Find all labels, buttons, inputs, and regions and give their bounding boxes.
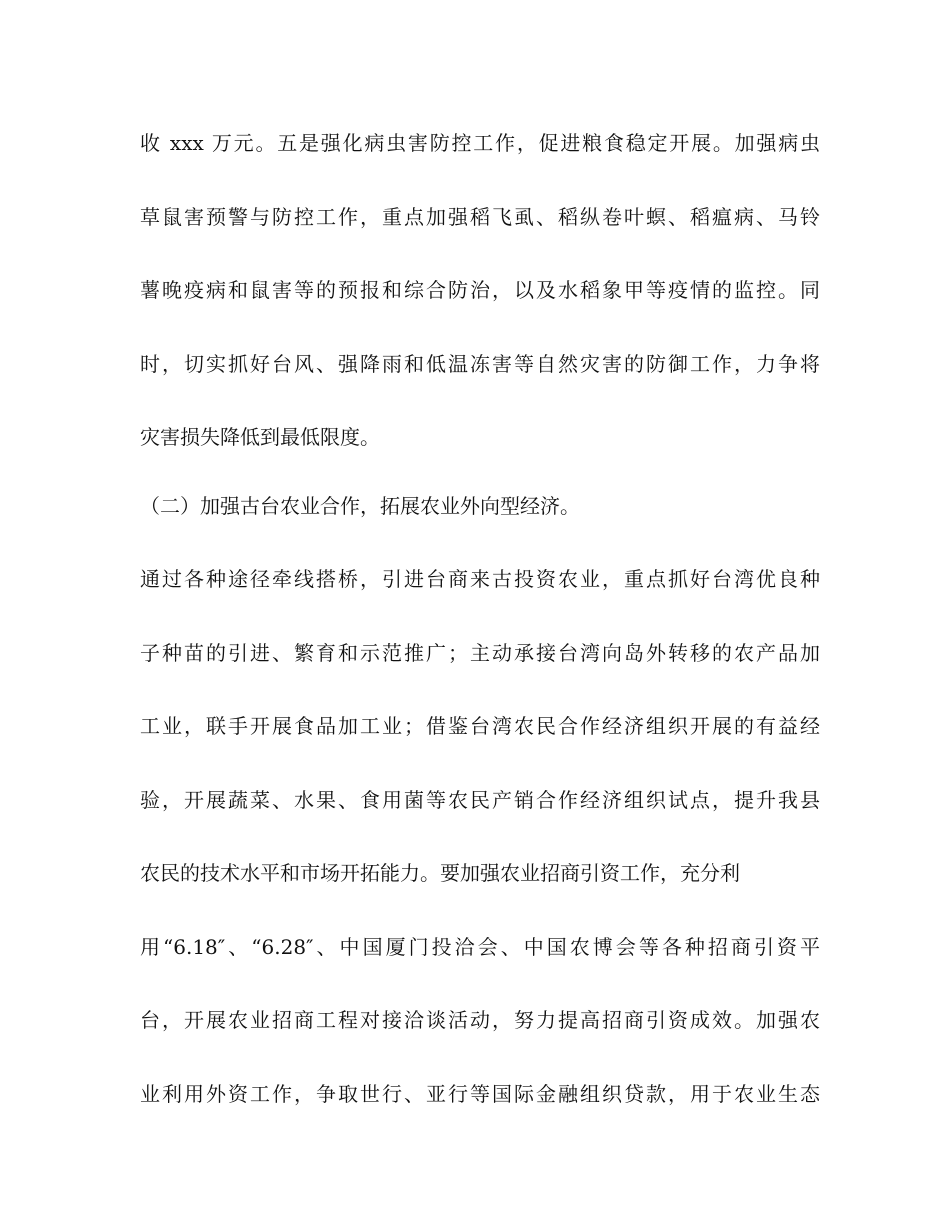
paragraph-line: 工业，联手开展食品加工业；借鉴台湾农民合作经济组织开展的有益经 [140, 714, 820, 738]
paragraph-line: 业利用外资工作，争取世行、亚行等国际金融组织贷款，用于农业生态 [140, 1082, 820, 1106]
paragraph-line: 通过各种途径牵线搭桥，引进台商来古投资农业，重点抓好台湾优良种 [140, 567, 820, 591]
paragraph-line: 时，切实抓好台风、强降雨和低温冻害等自然灾害的防御工作，力争将 [140, 352, 820, 376]
paragraph-line: 验，开展蔬菜、水果、食用菌等农民产销合作经济组织试点，提升我县 [140, 788, 820, 812]
paragraph-line: 收 xxx 万元。五是强化病虫害防控工作，促进粮食稳定开展。加强病虫 [140, 131, 820, 155]
paragraph-line: 灾害损失降低到最低限度。 [140, 425, 380, 449]
paragraph-line: 台，开展农业招商工程对接洽谈活动，努力提高招商引资成效。加强农 [140, 1008, 820, 1032]
paragraph-line: 草鼠害预警与防控工作，重点加强稻飞虱、稻纵卷叶螟、稻瘟病、马铃 [140, 205, 820, 229]
paragraph-line: 薯晚疫病和鼠害等的预报和综合防治，以及水稻象甲等疫情的监控。同 [140, 278, 820, 302]
paragraph-line: 农民的技术水平和市场开拓能力。要加强农业招商引资工作，充分利 [140, 861, 740, 885]
paragraph-line: 子种苗的引进、繁育和示范推广；主动承接台湾向岛外转移的农产品加 [140, 641, 820, 665]
paragraph-line: 用“6.18″、“6.28″、中国厦门投洽会、中国农博会等各种招商引资平 [140, 935, 820, 959]
section-heading: （二）加强古台农业合作，拓展农业外向型经济。 [140, 494, 580, 518]
